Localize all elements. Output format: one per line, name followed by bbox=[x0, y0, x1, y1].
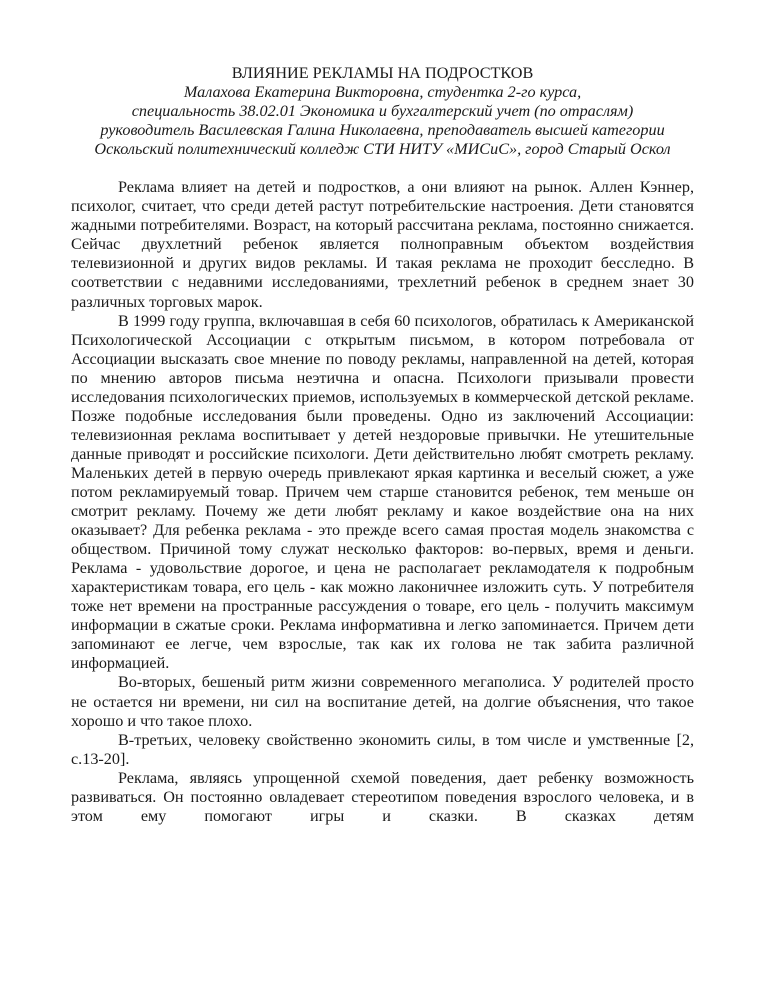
article-header bbox=[71, 64, 694, 159]
institution-line: Оскольский политехнический колледж СТИ НИТУ «МИСиС», город Старый Оскол bbox=[94, 140, 671, 159]
supervisor-line: руководитель Василевская Галина Николаевна, преподаватель высшей категории bbox=[100, 121, 665, 140]
paragraph: В 1999 году группа, включавшая в себя 60 психологов, обратилась к Американской Психологической Ассоциации с открытым письмом, в котором потребовала от Ассоциации высказать свое мнение по поводу рекламы, направленной на детей, которая по мнению авторов письма неэтична и опасна. Психологи призывали провести исследования психологических приемов, используемых в коммерческой детской рекламе. Позже подобные исследования были проведены. Одно из заключений Ассоциации: телевизионная реклама воспитывает у детей нездоровые привычки. Не утешительные данные приводят и российские психологи. Дети действительно любят смотреть рекламу. Маленьких детей в первую очередь привлекают яркая картинка и веселый сюжет, а уже потом рекламируемый товар. Причем чем старше становится ребенок, тем меньше он смотрит рекламу. Почему же дети любят рекламу и какое воздействие она на них оказывает? Для ребенка реклама - это прежде всего самая простая модель знакомства с обществом. Причиной тому служат несколько факторов: во-первых, время и деньги. Реклама - удовольствие дорогое, и цена не располагает рекламодателя к подробным характеристикам товара, его цель - как можно лаконичнее изложить суть. У потребителя тоже нет времени на пространные рассуждения о товаре, его цель - получить максимум информации в сжатые сроки. Реклама информативна и легко запоминается. Причем дети запоминают ее легче, чем взрослые, так как их голова не так забита различной информацией. bbox=[71, 311, 694, 673]
paragraph: В-третьих, человеку свойственно экономить силы, в том числе и умственные [2, с.13-20]. bbox=[71, 730, 694, 768]
article-body bbox=[71, 178, 694, 826]
author-name-line: Малахова Екатерина Викторовна, студентка 2-го курса, bbox=[183, 83, 582, 102]
paragraph: Реклама влияет на детей и подростков, а они влияют на рынок. Аллен Кэннер, психолог, считает, что среди детей растут потребительские настроения. Дети становятся жадными потребителями. Возраст, на который рассчитана реклама, постоянно снижается. Сейчас двухлетний ребенок является полноправным объектом воздействия телевизионной и других видов рекламы. И такая реклама не проходит бесследно. В соответствии с недавними исследованиями, трехлетний ребенок в среднем знает 30 различных торговых марок. bbox=[71, 178, 694, 311]
paragraph: Во-вторых, бешеный ритм жизни современного мегаполиса. У родителей просто не остается ни времени, ни сил на воспитание детей, на долгие объяснения, что такое хорошо и что такое плохо. bbox=[71, 673, 694, 730]
specialty-line: специальность 38.02.01 Экономика и бухгалтерский учет (по отраслям) bbox=[131, 102, 634, 121]
paragraph: Реклама, являясь упрощенной схемой поведения, дает ребенку возможность развиваться. Он постоянно овладевает стереотипом поведения взрослого человека, и в этом ему помогают игры и сказки. В сказках детям bbox=[71, 768, 694, 825]
article-title: ВЛИЯНИЕ РЕКЛАМЫ НА ПОДРОСТКОВ bbox=[231, 64, 534, 82]
document-page bbox=[71, 64, 694, 826]
